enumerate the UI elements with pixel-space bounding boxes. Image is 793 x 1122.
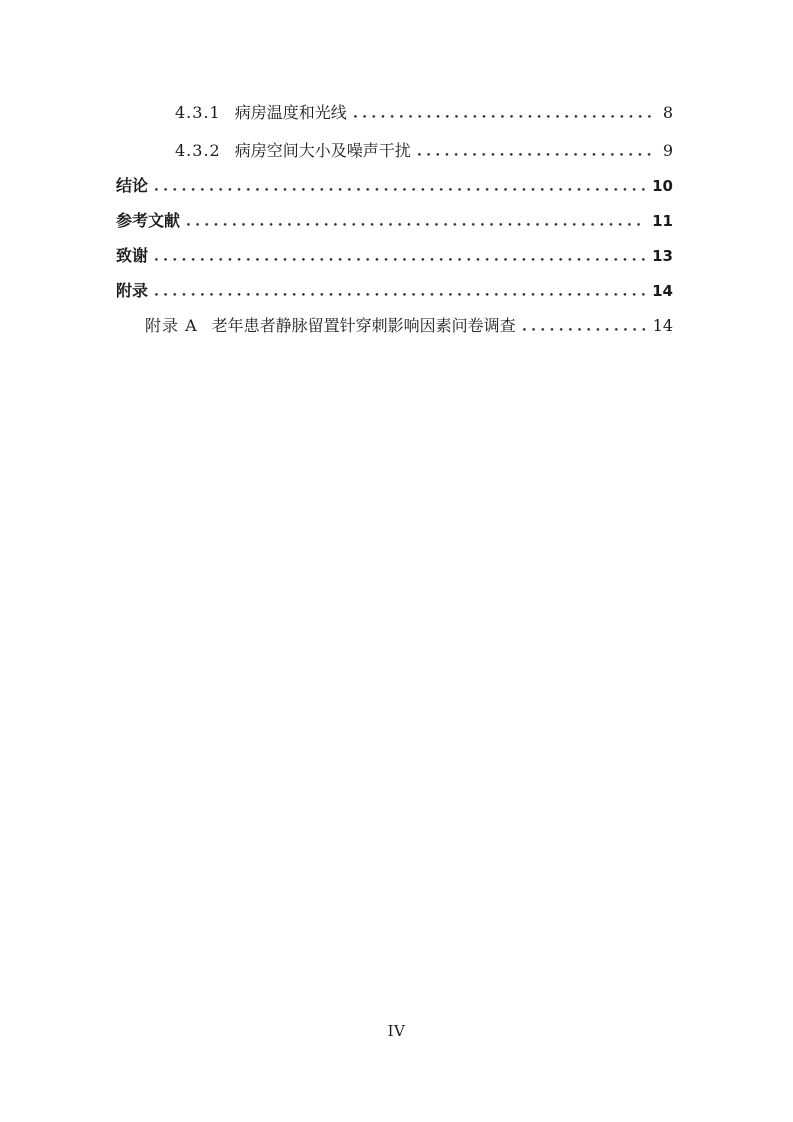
toc-entry-number: 附录 A (145, 316, 198, 335)
toc-entry[interactable] (116, 308, 673, 343)
dot-leader (187, 223, 645, 226)
toc-entry-number: 4.3.2 (175, 141, 221, 160)
toc-entry-title: 致谢 (116, 246, 149, 265)
toc-entry-title: 病房温度和光线 (234, 103, 347, 122)
toc-entry[interactable] (116, 273, 673, 308)
dot-leader (155, 258, 645, 261)
footer-page-number: IV (387, 1022, 406, 1040)
toc-entry-page: 14 (652, 316, 673, 335)
toc-entry-page: 9 (662, 141, 673, 160)
toc-entry-page: 14 (652, 282, 673, 300)
dot-leader (354, 115, 656, 118)
toc-entry[interactable] (116, 203, 673, 238)
toc-entry-page: 13 (652, 247, 673, 265)
toc-entry[interactable] (116, 168, 673, 203)
toc-entry-page: 10 (652, 177, 673, 195)
dot-leader (418, 153, 656, 156)
toc-entry-title: 结论 (116, 176, 149, 195)
toc-list (116, 95, 673, 343)
toc-entry-title: 附录 (116, 281, 149, 300)
toc-entry-page: 8 (662, 103, 673, 122)
toc-entry-title: 参考文献 (116, 211, 181, 230)
toc-entry[interactable] (116, 95, 673, 130)
toc-entry[interactable] (116, 133, 673, 168)
toc-entry-number: 4.3.1 (175, 103, 221, 122)
toc-entry-title: 病房空间大小及噪声干扰 (234, 141, 411, 160)
dot-leader (155, 188, 645, 191)
toc-entry-page: 11 (652, 212, 673, 230)
dot-leader (155, 293, 645, 296)
dot-leader (523, 328, 646, 331)
toc-entry-title: 老年患者静脉留置针穿刺影响因素问卷调查 (211, 316, 516, 335)
toc-entry[interactable] (116, 238, 673, 273)
